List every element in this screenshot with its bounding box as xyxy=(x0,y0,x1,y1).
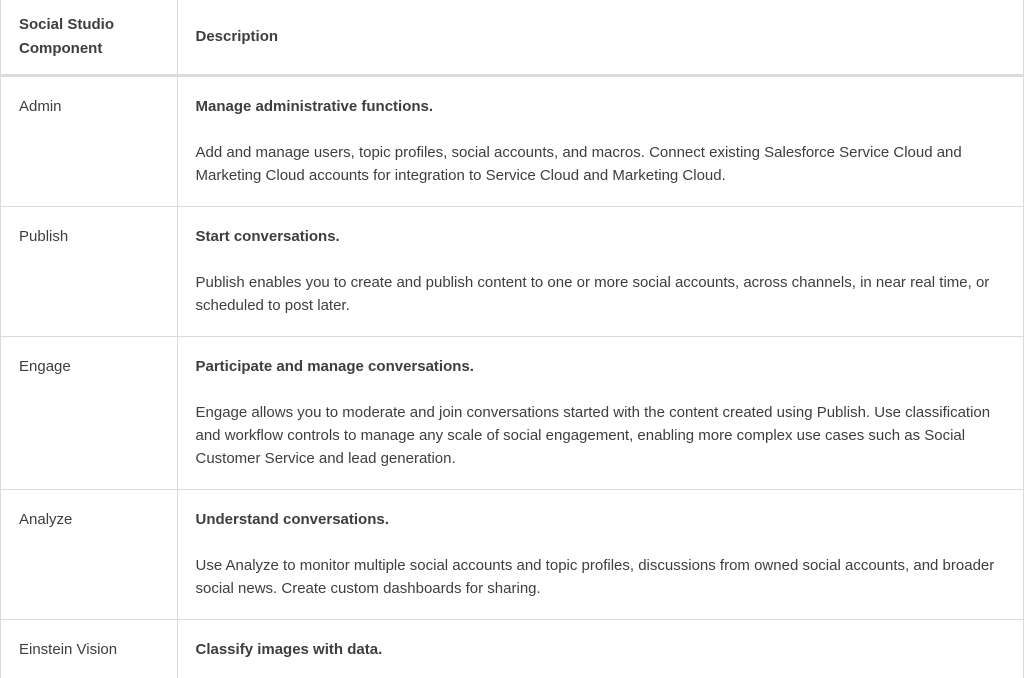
components-table xyxy=(1,0,1023,678)
row-component: Analyze xyxy=(1,489,177,619)
table-row xyxy=(1,619,1023,678)
row-description xyxy=(177,489,1023,619)
row-details: Engage allows you to moderate and join conversations started with the content created using Publish. Use classification and workflow controls to manage any scale of social engagement, enabling more complex use cases such as Social Customer Service and lead generation. xyxy=(195,403,991,467)
row-description xyxy=(177,336,1023,489)
row-description xyxy=(177,619,1023,678)
row-component: Engage xyxy=(1,336,177,489)
row-summary: Manage administrative functions. xyxy=(195,97,434,115)
header-component: Social Studio Component xyxy=(1,0,177,75)
row-details: Use Analyze to monitor multiple social accounts and topic profiles, discussions from owned social accounts, and broader social news. Create custom dashboards for sharing. xyxy=(195,556,995,597)
table-row xyxy=(1,75,1023,206)
row-component: Admin xyxy=(1,75,177,206)
row-description xyxy=(177,206,1023,336)
row-component: Einstein Vision xyxy=(1,619,177,678)
table-row xyxy=(1,489,1023,619)
row-summary: Start conversations. xyxy=(195,227,340,245)
table-row xyxy=(1,336,1023,489)
header-row xyxy=(1,0,1023,75)
header-description: Description xyxy=(177,0,1023,75)
row-summary: Classify images with data. xyxy=(195,640,383,658)
row-summary: Understand conversations. xyxy=(195,510,389,528)
table-body xyxy=(1,75,1023,678)
row-details: Add and manage users, topic profiles, social accounts, and macros. Connect existing Salesforce Service Cloud and Marketing Cloud accounts for integration to Service Cloud and Marketing Cloud. xyxy=(195,143,962,184)
row-summary: Participate and manage conversations. xyxy=(195,357,474,375)
row-description xyxy=(177,75,1023,206)
table-header xyxy=(1,0,1023,75)
row-details: Publish enables you to create and publish content to one or more social accounts, across channels, in near real time, or scheduled to post later. xyxy=(195,273,990,314)
row-component: Publish xyxy=(1,206,177,336)
table-row xyxy=(1,206,1023,336)
